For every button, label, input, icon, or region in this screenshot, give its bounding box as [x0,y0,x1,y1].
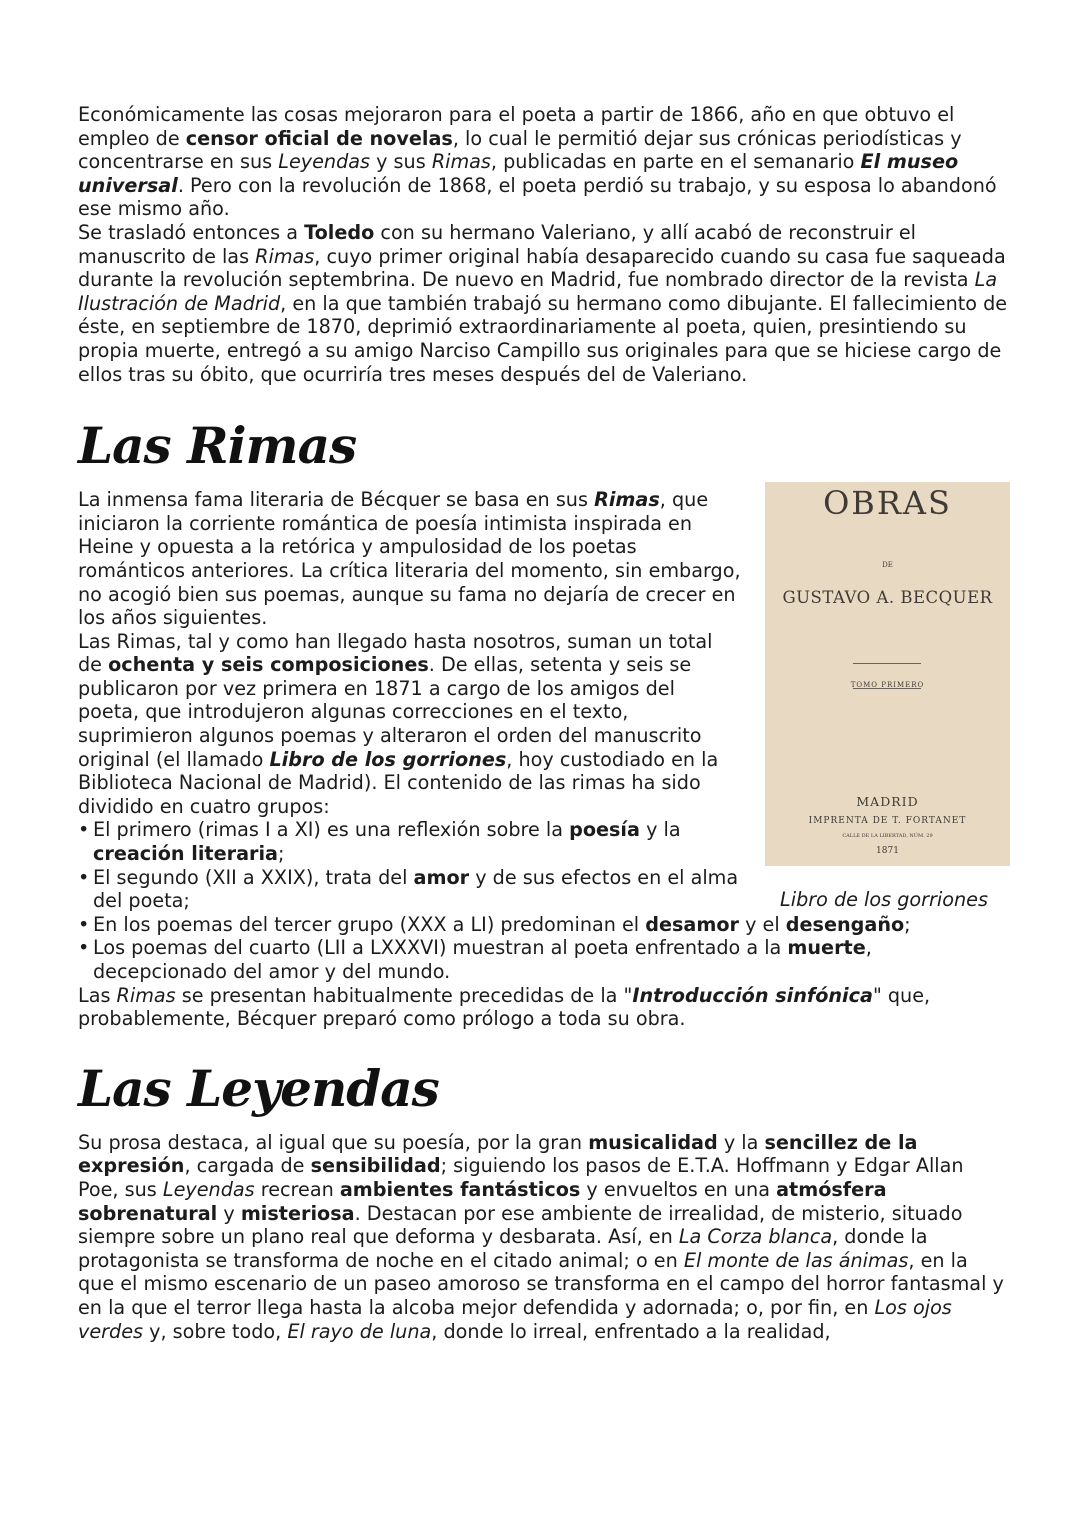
bold-italic-title: El museo universal [78,150,959,197]
list-item: • El primero (rimas I a XI) es una reflexión sobre la poesía y la creación literaria; [78,818,1008,865]
italic-title: Rimas [116,983,176,1007]
book-cover-image [765,482,1010,866]
intro-paragraph-2: Se trasladó entonces a Toledo con su hermano Valeriano, y allí acabó de reconstruir el manuscrito de las Rimas, cuyo primer original había desaparecido cuando su casa fue saqueada durante la revolución septembrina. De nuevo en Madrid, fue nombrado director de la revista La Ilustración de Madrid, en la que también trabajó su hermano como dibujante. El fallecimiento de éste, en septiembre de 1870, deprimió extraordinariamente al poeta, quien, presintiendo su propia muerte, entregó a su amigo Narciso Campillo sus originales para que se hiciese cargo de ellos tras su óbito, que ocurriría tres meses después del de Valeriano. [78,220,1008,386]
cover-divider [853,688,921,689]
italic-title: Rimas [431,150,491,174]
bold-term: censor oficial de novelas [185,126,453,150]
bold-term: Toledo [304,220,375,244]
bold-italic-title: Libro de los gorriones [269,747,507,771]
cover-city: MADRID [856,794,919,810]
rimas-groups-list [78,818,1008,983]
list-item: • El segundo (XII a XXIX), trata del amor y de sus efectos en el alma del poeta; [78,866,1008,913]
bold-italic-title: Introducción sinfónica [632,983,873,1007]
rimas-paragraph-3: Las Rimas se presentan habitualmente precedidas de la "Introducción sinfónica" que, probablemente, Bécquer preparó como prólogo a toda su obra. [78,983,931,1031]
bold-term: ochenta y seis composiciones [108,653,429,677]
intro-paragraph-1: Económicamente las cosas mejoraron para el poeta a partir de 1866, año en que obtuvo el empleo de censor oficial de novelas, lo cual le permitió dejar sus crónicas periodísticas y concentrarse en sus Leyendas y sus Rimas, publicadas en parte en el semanario El museo universal. Pero con la revolución de 1868, el poeta perdió su trabajo, y su esposa lo abandonó ese mismo año. [78,103,997,221]
italic-title: Leyendas [278,150,370,174]
rimas-paragraph-2: Las Rimas, tal y como han llegado hasta nosotros, suman un total de ochenta y seis composiciones. De ellas, setenta y seis se publicaron por vez primera en 1871 a cargo de los amigos del poeta, que introdujeron algunas correcciones en el texto, suprimieron algunos poemas y alteraron el orden del manuscrito original (el llamado Libro de los gorriones, hoy custodiado en la Biblioteca Nacional de Madrid). El contenido de las rimas ha sido dividido en cuatro grupos: [78,629,719,818]
italic-title: Rimas [255,244,315,268]
cover-author: GUSTAVO A. BECQUER [782,588,993,608]
cover-volume: TOMO PRIMERO [850,681,925,690]
rimas-paragraph-1: La inmensa fama literaria de Bécquer se basa en sus Rimas, que iniciaron la corriente romántica de poesía intimista inspirada en Heine y opuesta a la retórica y ampulosidad de los poetas románticos anteriores. La crítica literaria del momento, sin embargo, no acogió bien sus poemas, aunque su fama no dejaría de crecer en los años siguientes. [78,488,741,630]
document-page [78,103,1008,1343]
cover-title: OBRAS [823,484,952,523]
cover-de: DE [882,561,893,570]
list-item: • En los poemas del tercer grupo (XXX a LI) predominan el desamor y el desengaño; [78,913,1008,937]
section-heading-leyendas: Las Leyendas [78,1058,439,1118]
cover-address: CALLE DE LA LIBERTAD, NÚM. 29 [842,833,933,840]
figure-caption: Libro de los gorriones [780,888,988,912]
cover-divider [853,663,921,664]
cover-publisher: IMPRENTA DE T. FORTANET [808,816,967,827]
bold-italic-title: Rimas [594,488,660,512]
italic-title: La Ilustración de Madrid [78,268,998,315]
leyendas-paragraph-1: Su prosa destaca, al igual que su poesía, por la gran musicalidad y la sencillez de la expresión, cargada de sensibilidad; siguiendo los pasos de E.T.A. Hoffmann y Edgar Allan Poe, sus Leyendas recrean ambientes fantásticos y envueltos en una atmósfera sobrenatural y misteriosa. Destacan por ese ambiente de irrealidad, de misterio, situado siempre sobre un plano real que deforma y desbarata. Así, en La Corza blanca, donde la protagonista se transforma de noche en el citado animal; o en El monte de las ánimas, en la que el mismo escenario de un paseo amoroso se transforma en el campo del horror fantasmal y en la que el terror llega hasta la alcoba mejor defendida y adornada; o, por fin, en Los ojos verdes y, sobre todo, El rayo de luna, donde lo irreal, enfrentado a la realidad, [78,1130,1004,1343]
cover-year: 1871 [876,846,899,857]
section-heading-rimas: Las Rimas [78,416,357,476]
list-item: • Los poemas del cuarto (LII a LXXXVI) muestran al poeta enfrentado a la muerte, decepcionado del amor y del mundo. [78,936,1008,983]
